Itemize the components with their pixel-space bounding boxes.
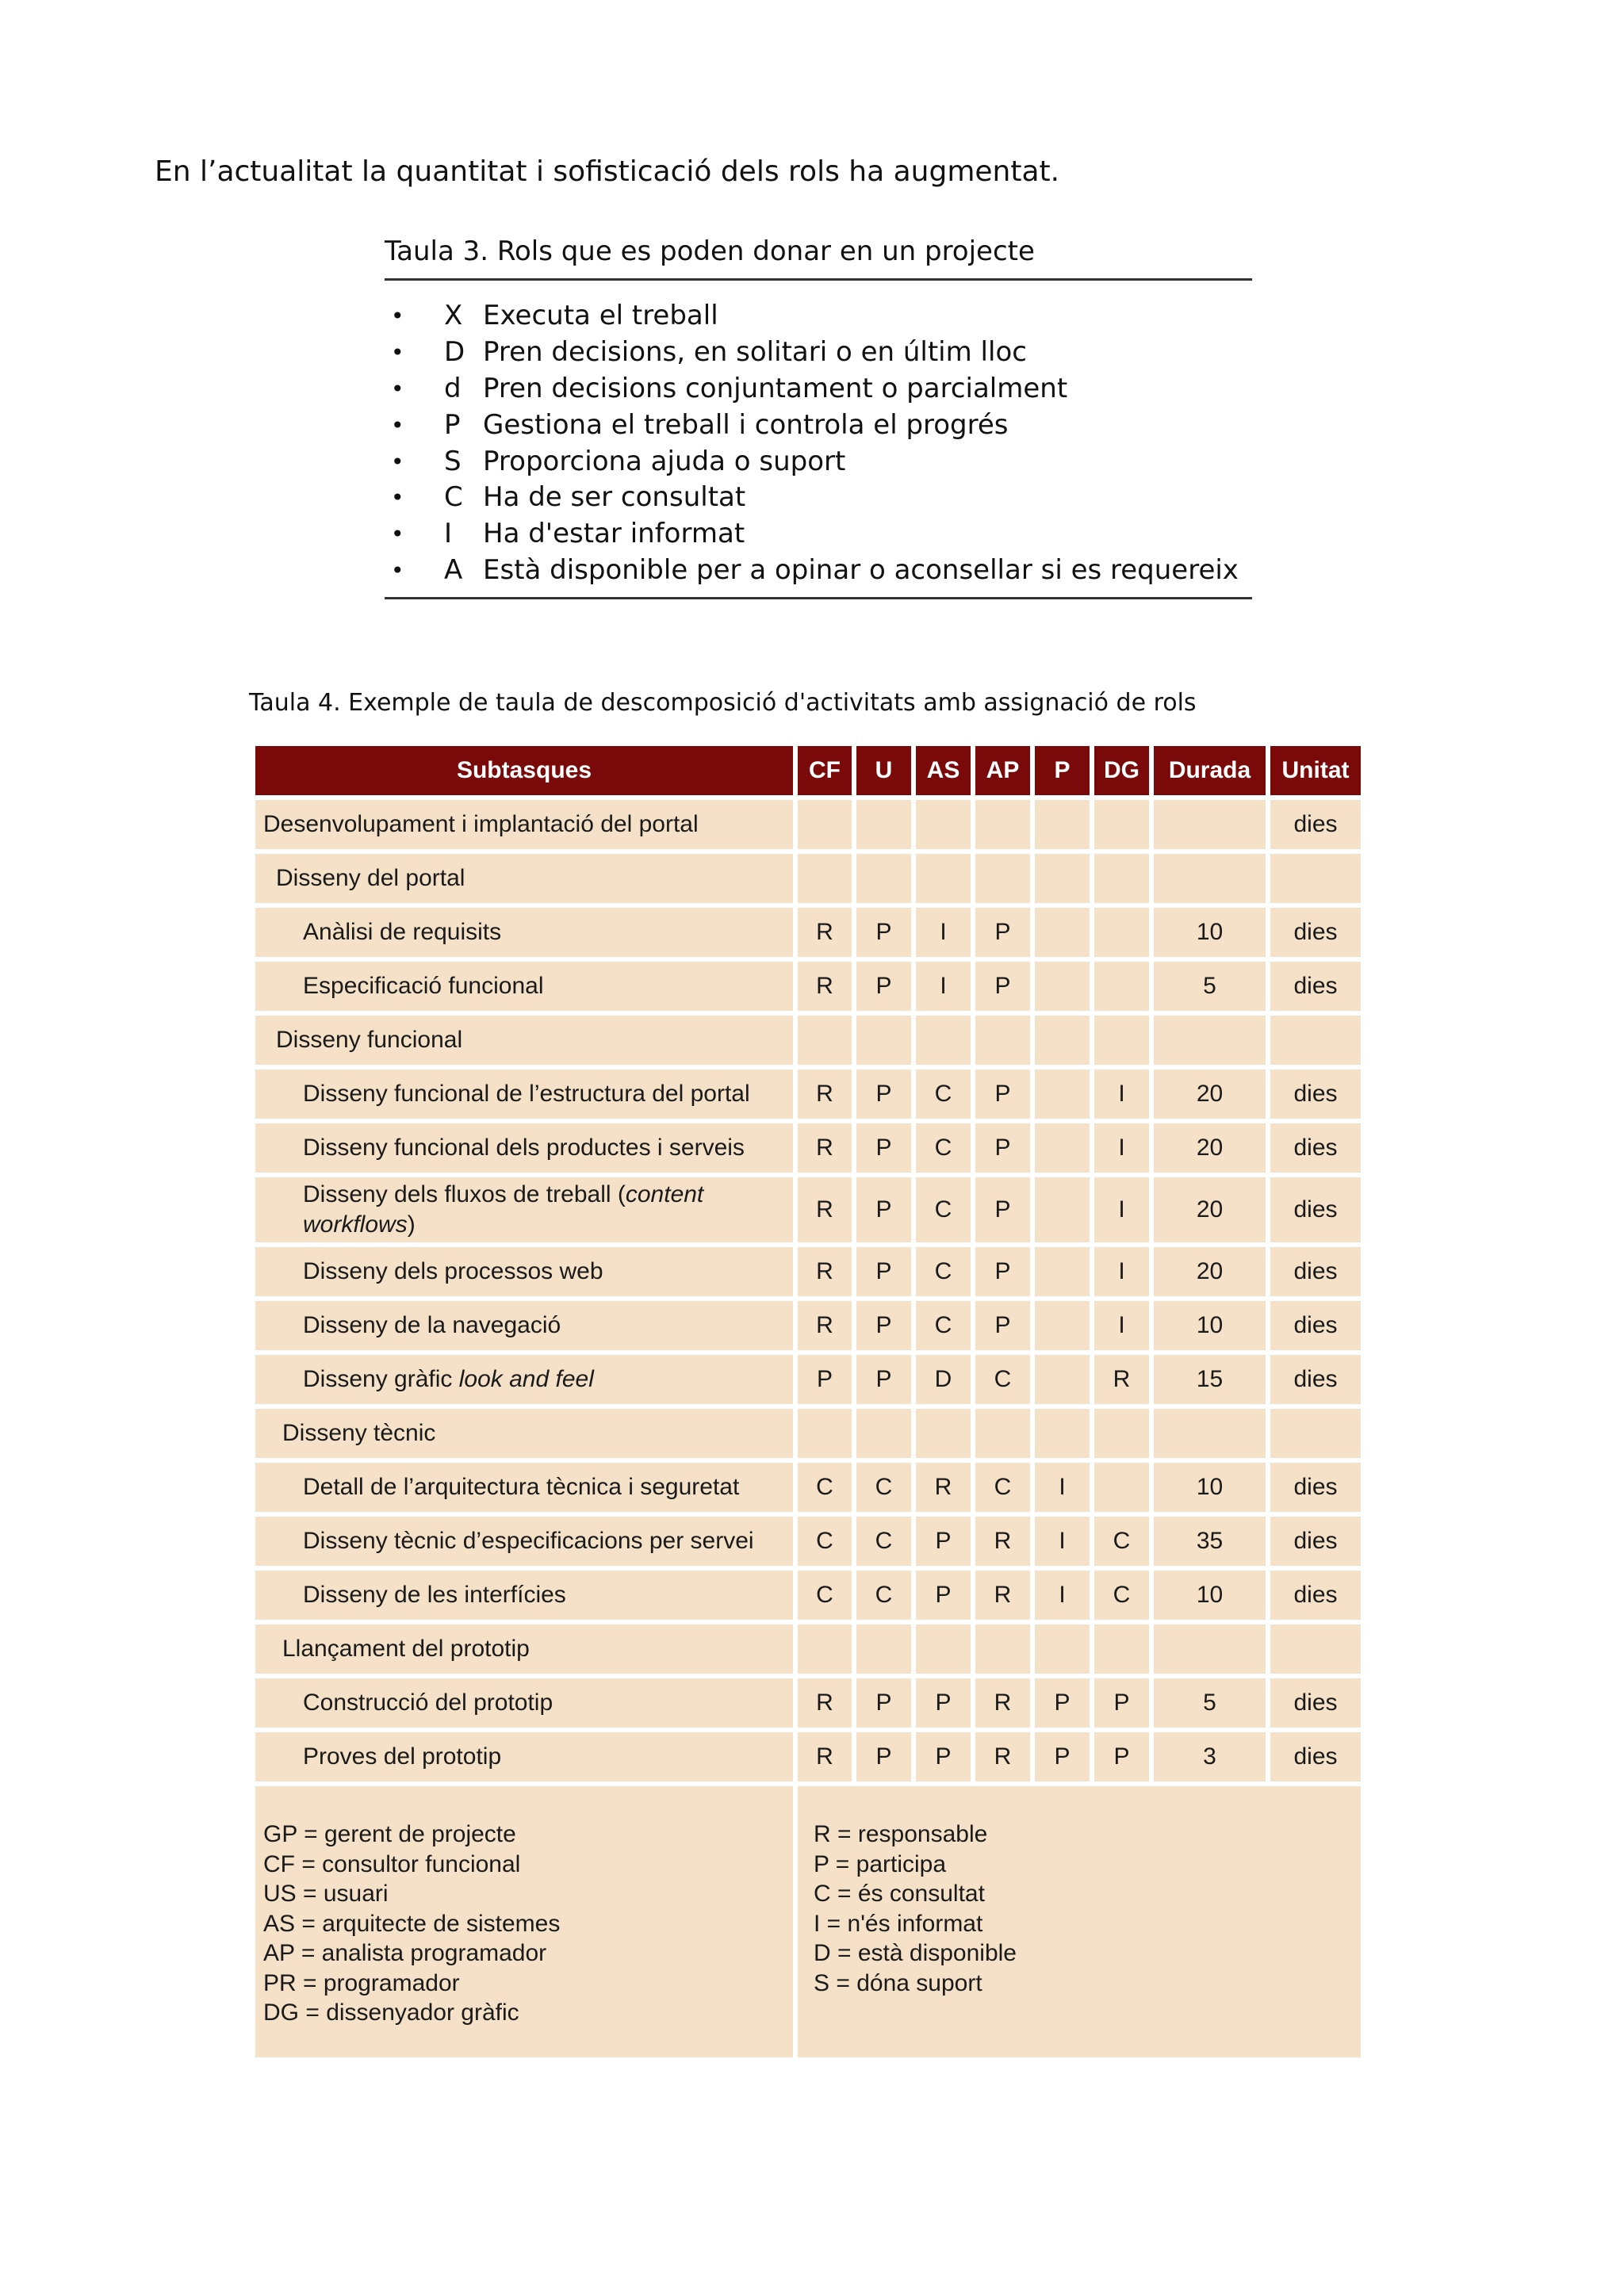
- role-cell: C: [916, 1123, 971, 1173]
- role-cell: P: [916, 1678, 971, 1728]
- subtask-name: Disseny funcional de l’estructura del portal: [255, 1070, 793, 1119]
- role-cell: C: [1094, 1571, 1149, 1620]
- column-header: Durada: [1154, 746, 1266, 795]
- role-cell: [798, 1624, 852, 1674]
- subtask-name: Disseny de les interfícies: [255, 1571, 793, 1620]
- role-cell: P: [975, 1177, 1030, 1242]
- table3-caption: Taula 3. Rols que es poden donar en un projecte: [385, 235, 1252, 281]
- bullet: •: [391, 375, 404, 402]
- role-cell: [856, 800, 911, 849]
- role-cell: R: [798, 1123, 852, 1173]
- role-cell: R: [798, 1070, 852, 1119]
- unit-cell: dies: [1270, 1247, 1361, 1296]
- role-cell: R: [798, 962, 852, 1011]
- role-code: d: [444, 372, 462, 404]
- role-code: S: [444, 445, 462, 477]
- role-cell: [916, 1624, 971, 1674]
- table-row: [255, 1247, 1361, 1296]
- role-cell: [975, 854, 1030, 903]
- role-cell: R: [798, 1247, 852, 1296]
- legend-line: S = dóna suport: [814, 1969, 982, 1996]
- role-cell: I: [916, 962, 971, 1011]
- role-cell: [975, 1624, 1030, 1674]
- duration-cell: 10: [1154, 1571, 1266, 1620]
- role-cell: [1035, 1355, 1090, 1404]
- role-cell: C: [856, 1571, 911, 1620]
- unit-cell: dies: [1270, 1571, 1361, 1620]
- role-description: Ha d'estar informat: [483, 518, 745, 550]
- role-cell: [798, 800, 852, 849]
- duration-cell: 5: [1154, 1678, 1266, 1728]
- role-code: P: [444, 408, 461, 441]
- role-description: Pren decisions conjuntament o parcialment: [483, 372, 1068, 404]
- column-header: CF: [798, 746, 852, 795]
- role-cell: P: [916, 1517, 971, 1566]
- table-row: [255, 1301, 1361, 1350]
- role-item: [385, 371, 1252, 408]
- legend-line: DG = dissenyador gràfic: [263, 1999, 519, 2026]
- role-cell: P: [1035, 1732, 1090, 1781]
- role-cell: [975, 800, 1030, 849]
- table-row: [255, 1177, 1361, 1242]
- legend-line: AP = analista programador: [263, 1940, 547, 1966]
- role-cell: C: [916, 1301, 971, 1350]
- role-cell: [856, 1409, 911, 1458]
- bullet: •: [391, 339, 404, 365]
- role-cell: P: [1094, 1678, 1149, 1728]
- legend-roles-people: [255, 1786, 793, 2057]
- role-cell: [1094, 1624, 1149, 1674]
- role-cell: P: [798, 1355, 852, 1404]
- legend-line: P = participa: [814, 1850, 947, 1877]
- unit-cell: dies: [1270, 1070, 1361, 1119]
- table-row: [255, 1355, 1361, 1404]
- role-cell: R: [798, 1678, 852, 1728]
- subtask-name: Disseny de la navegació: [255, 1301, 793, 1350]
- duration-cell: 3: [1154, 1732, 1266, 1781]
- bullet: •: [391, 557, 404, 584]
- role-cell: [856, 1624, 911, 1674]
- bullet: •: [391, 521, 404, 548]
- role-cell: [798, 1016, 852, 1065]
- role-cell: [1094, 1016, 1149, 1065]
- role-cell: [1035, 800, 1090, 849]
- unit-cell: dies: [1270, 800, 1361, 849]
- intro-paragraph: En l’actualitat la quantitat i sofisticació dels rols ha augmentat.: [155, 155, 1060, 188]
- column-header: U: [856, 746, 911, 795]
- unit-cell: dies: [1270, 908, 1361, 957]
- subtask-name: Disseny tècnic d’especificacions per servei: [255, 1517, 793, 1566]
- unit-cell: dies: [1270, 1678, 1361, 1728]
- unit-cell: dies: [1270, 1301, 1361, 1350]
- duration-cell: 10: [1154, 1463, 1266, 1512]
- role-cell: [798, 854, 852, 903]
- role-cell: [916, 1016, 971, 1065]
- table-row: [255, 908, 1361, 957]
- legend-line: US = usuari: [263, 1881, 389, 1907]
- role-cell: R: [798, 908, 852, 957]
- role-cell: P: [975, 1070, 1030, 1119]
- role-cell: P: [856, 1247, 911, 1296]
- role-cell: [1035, 962, 1090, 1011]
- legend-line: PR = programador: [263, 1969, 460, 1996]
- role-item: [385, 298, 1252, 335]
- column-header: P: [1035, 746, 1090, 795]
- table-body: [255, 800, 1361, 2057]
- role-cell: [1035, 1409, 1090, 1458]
- role-cell: P: [916, 1732, 971, 1781]
- role-cell: I: [1094, 1177, 1149, 1242]
- role-cell: P: [856, 908, 911, 957]
- role-cell: R: [798, 1732, 852, 1781]
- role-cell: P: [856, 1301, 911, 1350]
- legend-line: AS = arquitecte de sistemes: [263, 1910, 561, 1937]
- role-description: Està disponible per a opinar o aconsellar si es requereix: [483, 554, 1239, 587]
- role-cell: C: [856, 1463, 911, 1512]
- table-row: [255, 962, 1361, 1011]
- role-cell: C: [916, 1070, 971, 1119]
- subtask-name-emphasis: content workflows: [303, 1181, 704, 1238]
- table-row: [255, 1123, 1361, 1173]
- role-cell: [1035, 1247, 1090, 1296]
- subtask-name: Proves del prototip: [255, 1732, 793, 1781]
- table3-roles: [385, 235, 1252, 599]
- role-cell: [1094, 800, 1149, 849]
- unit-cell: dies: [1270, 962, 1361, 1011]
- role-cell: [1094, 1409, 1149, 1458]
- role-cell: D: [916, 1355, 971, 1404]
- role-cell: R: [1094, 1355, 1149, 1404]
- duration-cell: 20: [1154, 1177, 1266, 1242]
- role-cell: [856, 854, 911, 903]
- role-description: Executa el treball: [483, 300, 718, 331]
- subtask-name: Disseny funcional dels productes i serveis: [255, 1123, 793, 1173]
- role-cell: [1094, 854, 1149, 903]
- duration-cell: 20: [1154, 1247, 1266, 1296]
- role-code: A: [444, 554, 463, 587]
- role-cell: [798, 1409, 852, 1458]
- role-cell: [1035, 1177, 1090, 1242]
- table-header-row: [255, 746, 1361, 795]
- duration-cell: 10: [1154, 908, 1266, 957]
- duration-cell: 10: [1154, 1301, 1266, 1350]
- role-cell: C: [975, 1463, 1030, 1512]
- subtask-name: Disseny tècnic: [255, 1409, 793, 1458]
- role-cell: C: [798, 1463, 852, 1512]
- role-cell: I: [1035, 1571, 1090, 1620]
- bullet: •: [391, 484, 404, 511]
- duration-cell: [1154, 854, 1266, 903]
- role-cell: C: [856, 1517, 911, 1566]
- role-cell: P: [975, 962, 1030, 1011]
- role-cell: R: [975, 1571, 1030, 1620]
- table-row: [255, 800, 1361, 849]
- table-row: [255, 1624, 1361, 1674]
- duration-cell: 5: [1154, 962, 1266, 1011]
- column-header: Unitat: [1270, 746, 1361, 795]
- table-row: [255, 1070, 1361, 1119]
- role-cell: C: [916, 1177, 971, 1242]
- role-cell: [975, 1016, 1030, 1065]
- role-cell: P: [975, 1123, 1030, 1173]
- role-cell: P: [975, 1301, 1030, 1350]
- role-code: X: [444, 300, 463, 331]
- role-cell: P: [856, 1355, 911, 1404]
- duration-cell: 20: [1154, 1070, 1266, 1119]
- duration-cell: [1154, 1016, 1266, 1065]
- role-cell: I: [1094, 1247, 1149, 1296]
- table-row: [255, 1517, 1361, 1566]
- role-cell: [1094, 962, 1149, 1011]
- duration-cell: [1154, 800, 1266, 849]
- legend-line: C = és consultat: [814, 1881, 985, 1907]
- role-cell: R: [975, 1732, 1030, 1781]
- table-row: [255, 1571, 1361, 1620]
- subtask-name: Construcció del prototip: [255, 1678, 793, 1728]
- role-cell: C: [916, 1247, 971, 1296]
- subtask-name: [255, 1177, 793, 1242]
- unit-cell: dies: [1270, 1732, 1361, 1781]
- role-description: Gestiona el treball i controla el progrés: [483, 408, 1009, 441]
- legend-line: CF = consultor funcional: [263, 1850, 521, 1877]
- role-cell: C: [798, 1517, 852, 1566]
- subtask-name: Anàlisi de requisits: [255, 908, 793, 957]
- role-cell: [1035, 1070, 1090, 1119]
- unit-cell: dies: [1270, 1177, 1361, 1242]
- role-cell: I: [1094, 1301, 1149, 1350]
- table-row: [255, 1463, 1361, 1512]
- role-cell: [1094, 1463, 1149, 1512]
- unit-cell: dies: [1270, 1517, 1361, 1566]
- column-header: AP: [975, 746, 1030, 795]
- role-cell: [1035, 1624, 1090, 1674]
- legend-line: GP = gerent de projecte: [263, 1821, 516, 1847]
- role-cell: P: [856, 1678, 911, 1728]
- role-cell: [916, 854, 971, 903]
- role-item: [385, 335, 1252, 371]
- role-item: [385, 480, 1252, 516]
- role-cell: P: [856, 1732, 911, 1781]
- unit-cell: dies: [1270, 1355, 1361, 1404]
- role-cell: [1035, 1301, 1090, 1350]
- role-cell: P: [916, 1571, 971, 1620]
- duration-cell: [1154, 1624, 1266, 1674]
- subtask-name: Llançament del prototip: [255, 1624, 793, 1674]
- table-row: [255, 1409, 1361, 1458]
- role-cell: R: [916, 1463, 971, 1512]
- subtask-name: Disseny funcional: [255, 1016, 793, 1065]
- legend-line: I = n'és informat: [814, 1910, 983, 1937]
- subtask-name-text: ): [407, 1211, 416, 1238]
- role-cell: P: [975, 908, 1030, 957]
- unit-cell: [1270, 1409, 1361, 1458]
- unit-cell: [1270, 1624, 1361, 1674]
- bullet: •: [391, 303, 404, 329]
- subtask-name-text: Disseny dels fluxos de treball (: [303, 1181, 626, 1207]
- role-cell: P: [856, 1123, 911, 1173]
- duration-cell: 35: [1154, 1517, 1266, 1566]
- legend-row: [255, 1786, 1361, 2057]
- duration-cell: [1154, 1409, 1266, 1458]
- table4-activities: [251, 741, 1365, 2062]
- role-cell: I: [1035, 1463, 1090, 1512]
- role-cell: R: [975, 1517, 1030, 1566]
- subtask-name: Especificació funcional: [255, 962, 793, 1011]
- role-cell: [975, 1409, 1030, 1458]
- subtask-name: Disseny del portal: [255, 854, 793, 903]
- role-cell: [856, 1016, 911, 1065]
- role-cell: I: [1094, 1070, 1149, 1119]
- subtask-name-emphasis: look and feel: [458, 1366, 594, 1392]
- legend-role-codes: [798, 1786, 1361, 2057]
- role-code: D: [444, 335, 465, 368]
- subtask-name: Detall de l’arquitectura tècnica i seguretat: [255, 1463, 793, 1512]
- bullet: •: [391, 448, 404, 475]
- role-cell: R: [798, 1177, 852, 1242]
- unit-cell: [1270, 854, 1361, 903]
- subtask-name: [255, 1355, 793, 1404]
- table-row: [255, 854, 1361, 903]
- table-row: [255, 1016, 1361, 1065]
- role-cell: P: [856, 962, 911, 1011]
- legend-line: D = està disponible: [814, 1940, 1017, 1966]
- legend-line: R = responsable: [814, 1821, 988, 1847]
- role-cell: I: [1035, 1517, 1090, 1566]
- role-cell: [1094, 908, 1149, 957]
- role-description: Proporciona ajuda o suport: [483, 445, 846, 477]
- subtask-name: Disseny dels processos web: [255, 1247, 793, 1296]
- role-cell: [1035, 854, 1090, 903]
- role-cell: [916, 800, 971, 849]
- subtask-name-text: Disseny gràfic: [303, 1366, 459, 1392]
- role-cell: [916, 1409, 971, 1458]
- role-cell: C: [798, 1571, 852, 1620]
- role-description: Ha de ser consultat: [483, 481, 746, 514]
- role-cell: P: [856, 1070, 911, 1119]
- column-header: Subtasques: [255, 746, 793, 795]
- role-item: [385, 516, 1252, 553]
- role-description: Pren decisions, en solitari o en últim lloc: [483, 335, 1027, 368]
- role-item: [385, 444, 1252, 480]
- role-cell: I: [916, 908, 971, 957]
- role-cell: P: [1035, 1678, 1090, 1728]
- role-cell: [1035, 1016, 1090, 1065]
- subtask-name: Desenvolupament i implantació del portal: [255, 800, 793, 849]
- unit-cell: [1270, 1016, 1361, 1065]
- unit-cell: dies: [1270, 1463, 1361, 1512]
- table-row: [255, 1678, 1361, 1728]
- role-cell: R: [798, 1301, 852, 1350]
- table-row: [255, 1732, 1361, 1781]
- role-cell: C: [975, 1355, 1030, 1404]
- role-code: I: [444, 518, 453, 550]
- duration-cell: 15: [1154, 1355, 1266, 1404]
- role-cell: P: [975, 1247, 1030, 1296]
- duration-cell: 20: [1154, 1123, 1266, 1173]
- unit-cell: dies: [1270, 1123, 1361, 1173]
- role-cell: P: [856, 1177, 911, 1242]
- bullet: •: [391, 411, 404, 438]
- column-header: AS: [916, 746, 971, 795]
- table4-caption: Taula 4. Exemple de taula de descomposició d'activitats amb assignació de rols: [249, 689, 1197, 717]
- role-cell: [1035, 1123, 1090, 1173]
- role-item: [385, 408, 1252, 444]
- role-cell: C: [1094, 1517, 1149, 1566]
- table3-role-list: [385, 281, 1252, 599]
- role-cell: R: [975, 1678, 1030, 1728]
- role-cell: [1035, 908, 1090, 957]
- role-cell: P: [1094, 1732, 1149, 1781]
- role-item: [385, 553, 1252, 589]
- role-code: C: [444, 481, 463, 514]
- column-header: DG: [1094, 746, 1149, 795]
- role-cell: I: [1094, 1123, 1149, 1173]
